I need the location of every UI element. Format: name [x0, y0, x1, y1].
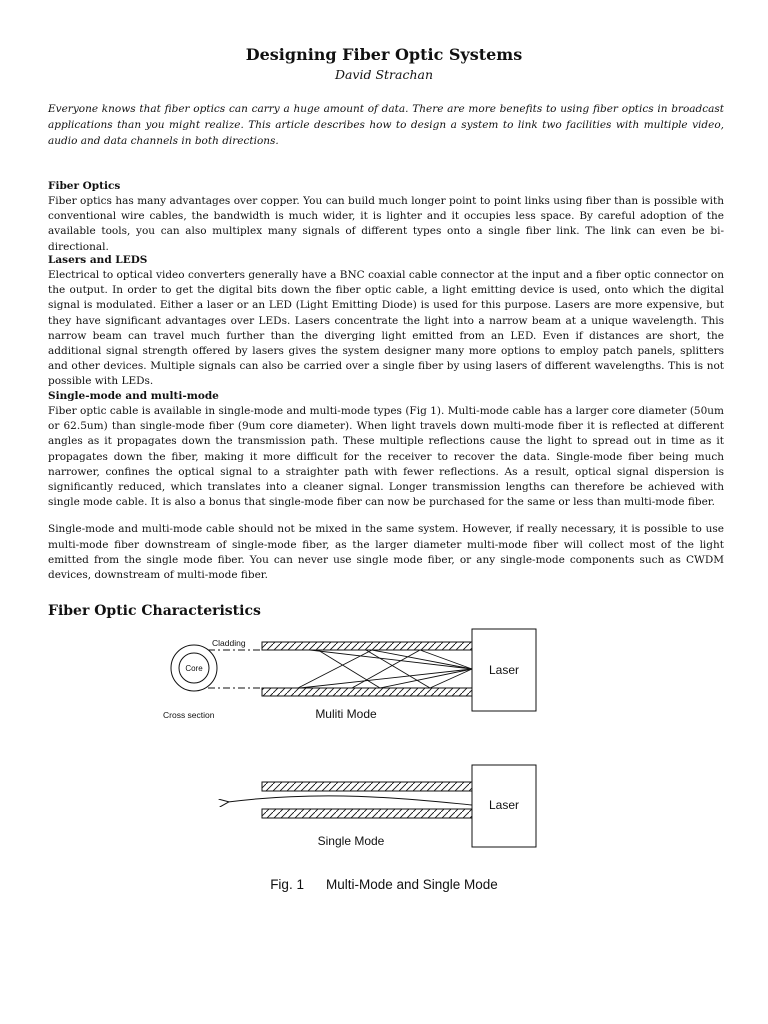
figure-caption-text: Multi-Mode and Single Mode: [325, 877, 498, 892]
figure-number: Fig. 1: [270, 877, 304, 892]
multi-mode-fiber: [208, 629, 536, 721]
light-rays: [298, 650, 472, 688]
single-mode-ray: [228, 796, 472, 805]
section-paragraph: Single-mode and multi-mode cable should not be mixed in the same system. However, if really necessary, it is possible to use multi-mode fiber downstream of single-mode fiber, as the larger diameter multi-mode fiber will collect most of the light emitted from the single mode fiber. You can never use single mode fiber, or any single-mode components such as CWDM devices, downstream of multi-mode fiber.: [48, 523, 724, 582]
section-heading: Fiber Optics: [48, 180, 121, 192]
author-name: David Strachan: [334, 67, 434, 82]
core-label: Core: [185, 664, 203, 673]
intro-paragraph: Everyone knows that fiber optics can carry a huge amount of data. There are more benefits to using fiber optics in broadcast applications than you might realize. This article describes how to design a system to link two facilities with multiple video, audio and data channels in both directions.: [48, 103, 724, 147]
section-paragraph: Fiber optics has many advantages over copper. You can build much longer point to point links using fiber than is possible with conventional wire cables, the bandwidth is much wider, it is lighter and it occupies less space. By careful adoption of the available tools, you can also multiplex many signals of different types onto a single fiber link. The link can even be bi-directional.: [48, 195, 724, 253]
single-mode-label: Single Mode: [317, 834, 385, 848]
section-paragraph: Electrical to optical video converters generally have a BNC coaxial cable connector at the input and a fiber optic connector on the output. In order to get the digital bits down the fiber optic cable, a light emitting device is used, onto which the digital signal is modulated. Either a laser or an LED (Light Emitting Diode) is used for this purpose. Lasers are more expensive, but they have significant advantages over LEDs. Lasers concentrate the light into a narrow beam at a unique wavelength. This narrow beam can travel much further than the diverging light emitted from an LED. Even if distances are short, the additional signal strength offered by lasers gives the system designer many more options to employ patch panels, splitters and other devices. Multiple signals can also be carried over a single fiber by using lasers of different wavelengths. This is not possible with LEDs.: [48, 269, 724, 388]
page-title: Designing Fiber Optic Systems: [245, 45, 523, 64]
section-paragraph: Fiber optic cable is available in single-mode and multi-mode types (Fig 1). Multi-mode cable has a larger core diameter (50um or 62.5um) than single-mode fiber (9um core diameter). When light travels down multi-mode fiber it is reflected at different angles as it propagates down the transmission path. These multiple reflections cause the light to spread out in time as it propagates down the fiber, making it more difficult for the receiver to recover the data. Single-mode fiber being much narrower, confines the optical signal to a straighter path with fewer reflections. As a result, optical signal dispersion is significantly reduced, which translates into a cleaner signal. Longer transmission lengths can therefore be achieved with single mode cable. It is also a bonus that single-mode fiber can now be purchased for the same or less than multi-mode fiber.: [48, 405, 724, 509]
figure-caption: [0, 877, 768, 892]
section-heading: Single-mode and multi-mode: [48, 390, 219, 402]
single-mode-fiber: [228, 765, 536, 848]
laser-label-single: Laser: [488, 798, 520, 812]
laser-label-multi: Laser: [488, 663, 520, 677]
section-heading: Lasers and LEDS: [48, 254, 148, 266]
cross-section-label: Cross section: [163, 710, 215, 720]
figure-heading: Fiber Optic Characteristics: [48, 603, 261, 619]
multi-mode-label: Muliti Mode: [315, 707, 377, 721]
cladding-label: Cladding: [212, 638, 246, 648]
